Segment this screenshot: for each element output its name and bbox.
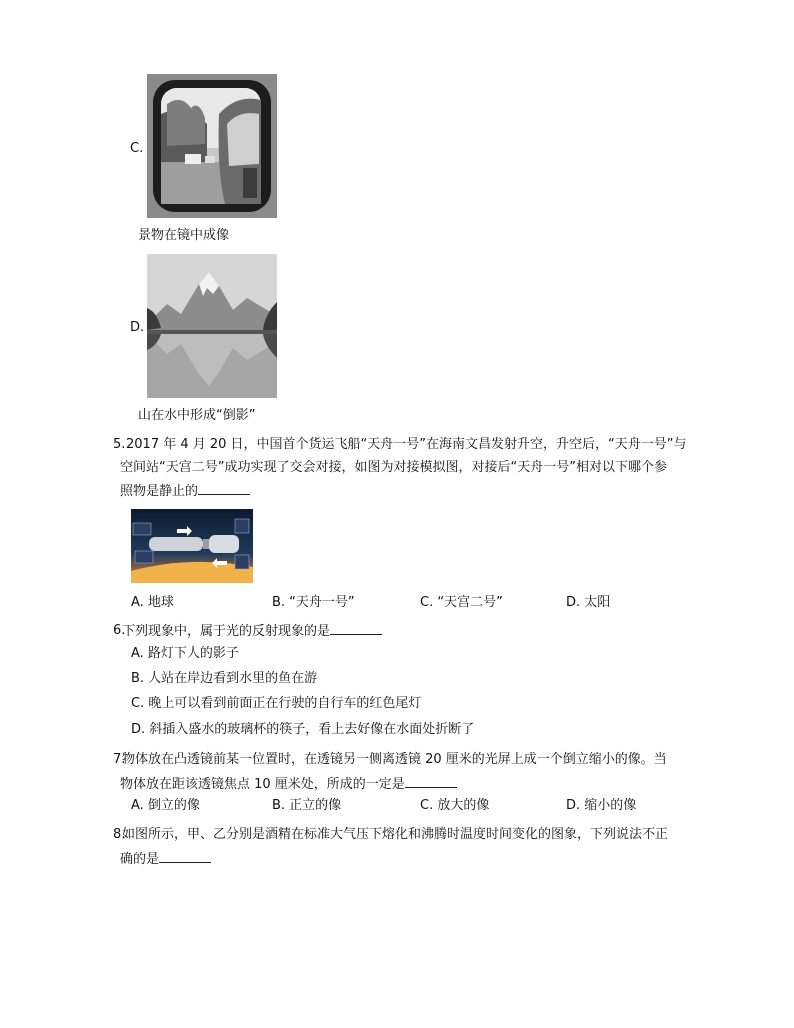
q7-stem-line2: 物体放在距该透镜焦点 10 厘米处，所成的一定是 (120, 775, 457, 794)
q5-stem-line3: 照物是静止的 (120, 482, 250, 501)
q8-answer-blank[interactable] (159, 850, 211, 863)
q6-option-d[interactable]: D. 斜插入盛水的玻璃杯的筷子，看上去好像在水面处折断了 (131, 722, 475, 737)
q7-answer-blank[interactable] (405, 775, 457, 788)
q8-stem-line1: 如图所示，甲、乙分别是酒精在标准大气压下熔化和沸腾时温度时间变化的图象，下列说法不正 (122, 827, 669, 842)
option-d-caption: 山在水中形成“倒影” (138, 408, 256, 423)
q8-stem-line2: 确的是 (120, 850, 211, 869)
option-c-caption: 景物在镜中成像 (138, 228, 230, 243)
option-c-letter: C. (130, 141, 144, 156)
q6-stem: 下列现象中，属于光的反射现象的是 (122, 622, 382, 641)
q7-stem-line1: 物体放在凸透镜前某一位置时，在透镜另一侧离透镜 20 厘米的光屏上成一个倒立缩小的像。当 (122, 752, 667, 767)
q5-stem-line2: 空间站“天宫二号”成功实现了交会对接，如图为对接模拟图，对接后“天舟一号”相对以下哪个参 (120, 460, 667, 475)
q6-number: 6. (113, 623, 126, 638)
q5-option-a[interactable]: A. 地球 (131, 595, 174, 610)
mirror-photo (147, 74, 277, 218)
q5-option-c[interactable]: C. “天宫二号” (420, 595, 503, 610)
q6-option-c[interactable]: C. 晚上可以看到前面正在行驶的自行车的红色尾灯 (131, 696, 422, 711)
q7-option-d[interactable]: D. 缩小的像 (566, 798, 637, 813)
q6-option-b[interactable]: B. 人站在岸边看到水里的鱼在游 (131, 671, 318, 686)
q5-option-b[interactable]: B. “天舟一号” (272, 595, 355, 610)
mountain-reflection-photo (147, 254, 277, 398)
q8-number: 8. (113, 827, 126, 842)
q5-answer-blank[interactable] (198, 482, 250, 495)
q5-option-d[interactable]: D. 太阳 (566, 595, 611, 610)
q5-number: 5. (113, 437, 126, 452)
q7-number: 7. (113, 752, 126, 767)
q6-option-a[interactable]: A. 路灯下人的影子 (131, 646, 239, 661)
q6-answer-blank[interactable] (330, 622, 382, 635)
q7-option-c[interactable]: C. 放大的像 (420, 798, 490, 813)
option-d-letter: D. (130, 320, 145, 335)
docking-illustration (131, 509, 253, 583)
q7-option-a[interactable]: A. 倒立的像 (131, 798, 200, 813)
q7-option-b[interactable]: B. 正立的像 (272, 798, 342, 813)
q5-stem-line1: 2017 年 4 月 20 日，中国首个货运飞船“天舟一号”在海南文昌发射升空，升空后，“天舟一号”与 (126, 437, 687, 452)
